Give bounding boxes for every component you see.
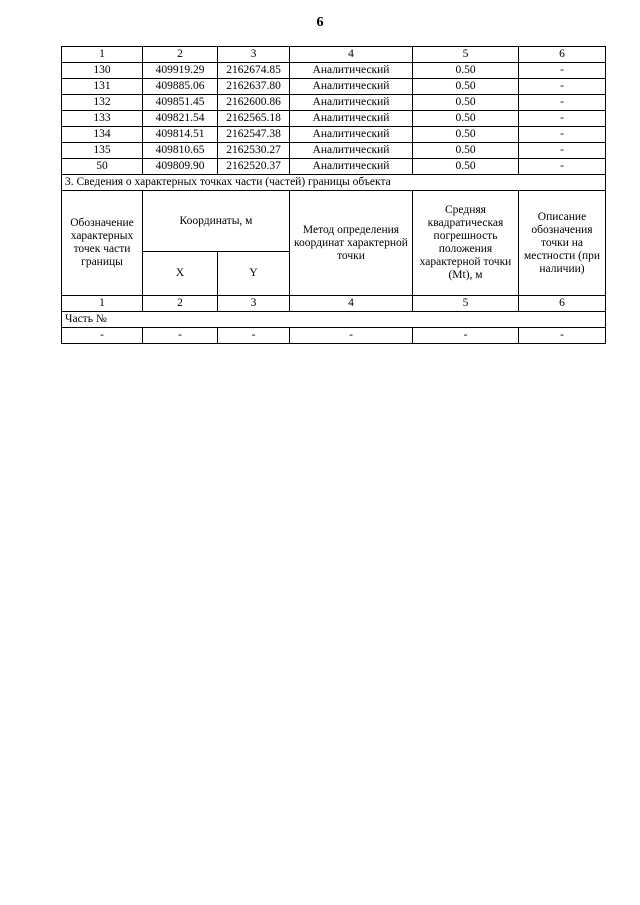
accuracy: 0.50 [413, 111, 519, 127]
column-number: 2 [143, 47, 218, 63]
part-label-row [62, 312, 606, 328]
method: Аналитический [290, 95, 413, 111]
header-point: Обозначение характерных точек части границы [62, 191, 143, 296]
header-method: Метод определения координат характерной точки [290, 191, 413, 296]
column-number: 4 [290, 296, 413, 312]
column-number: 6 [519, 296, 606, 312]
column-numbers-row [62, 47, 606, 63]
coord-y: 2162520.37 [218, 159, 290, 175]
table-row [62, 111, 606, 127]
empty-cell: - [413, 328, 519, 344]
method: Аналитический [290, 127, 413, 143]
part-label: Часть № [62, 312, 606, 328]
coord-y: 2162565.18 [218, 111, 290, 127]
method: Аналитический [290, 143, 413, 159]
empty-cell: - [143, 328, 218, 344]
coord-y: 2162637.80 [218, 79, 290, 95]
table-row [62, 159, 606, 175]
header-x: X [143, 252, 218, 296]
empty-cell: - [62, 328, 143, 344]
empty-cell: - [519, 328, 606, 344]
point-number: 131 [62, 79, 143, 95]
method: Аналитический [290, 79, 413, 95]
point-number: 50 [62, 159, 143, 175]
section-title-row [62, 175, 606, 191]
point-number: 130 [62, 63, 143, 79]
header-y: Y [218, 252, 290, 296]
column-number: 2 [143, 296, 218, 312]
table-row [62, 143, 606, 159]
boundary-points-table [61, 46, 606, 344]
table-row [62, 63, 606, 79]
coord-x: 409821.54 [143, 111, 218, 127]
column-numbers-row [62, 296, 606, 312]
column-number: 1 [62, 296, 143, 312]
section-title: 3. Сведения о характерных точках части (частей) границы объекта [62, 175, 606, 191]
coord-y: 2162547.38 [218, 127, 290, 143]
method: Аналитический [290, 63, 413, 79]
coord-x: 409810.65 [143, 143, 218, 159]
column-number: 1 [62, 47, 143, 63]
description: - [519, 95, 606, 111]
column-number: 3 [218, 47, 290, 63]
column-number: 3 [218, 296, 290, 312]
point-number: 135 [62, 143, 143, 159]
method: Аналитический [290, 111, 413, 127]
column-number: 5 [413, 296, 519, 312]
accuracy: 0.50 [413, 95, 519, 111]
column-number: 5 [413, 47, 519, 63]
coord-x: 409919.29 [143, 63, 218, 79]
header-description: Описание обозначения точки на местности (при наличии) [519, 191, 606, 296]
page-number: 6 [316, 15, 324, 30]
column-number: 4 [290, 47, 413, 63]
coord-y: 2162530.27 [218, 143, 290, 159]
description: - [519, 159, 606, 175]
coord-x: 409885.06 [143, 79, 218, 95]
coord-x: 409814.51 [143, 127, 218, 143]
table-row [62, 127, 606, 143]
accuracy: 0.50 [413, 63, 519, 79]
empty-row [62, 328, 606, 344]
empty-cell: - [290, 328, 413, 344]
description: - [519, 63, 606, 79]
method: Аналитический [290, 159, 413, 175]
accuracy: 0.50 [413, 159, 519, 175]
point-number: 134 [62, 127, 143, 143]
table-row [62, 95, 606, 111]
accuracy: 0.50 [413, 143, 519, 159]
table-row [62, 79, 606, 95]
description: - [519, 127, 606, 143]
coord-x: 409851.45 [143, 95, 218, 111]
description: - [519, 111, 606, 127]
accuracy: 0.50 [413, 79, 519, 95]
accuracy: 0.50 [413, 127, 519, 143]
column-number: 6 [519, 47, 606, 63]
point-number: 132 [62, 95, 143, 111]
header-row [62, 191, 606, 252]
coord-y: 2162674.85 [218, 63, 290, 79]
point-number: 133 [62, 111, 143, 127]
description: - [519, 79, 606, 95]
coord-y: 2162600.86 [218, 95, 290, 111]
header-accuracy: Средняя квадратическая погрешность положения характерной точки (Mt), м [413, 191, 519, 296]
empty-cell: - [218, 328, 290, 344]
description: - [519, 143, 606, 159]
coord-x: 409809.90 [143, 159, 218, 175]
header-coords: Координаты, м [143, 191, 290, 252]
